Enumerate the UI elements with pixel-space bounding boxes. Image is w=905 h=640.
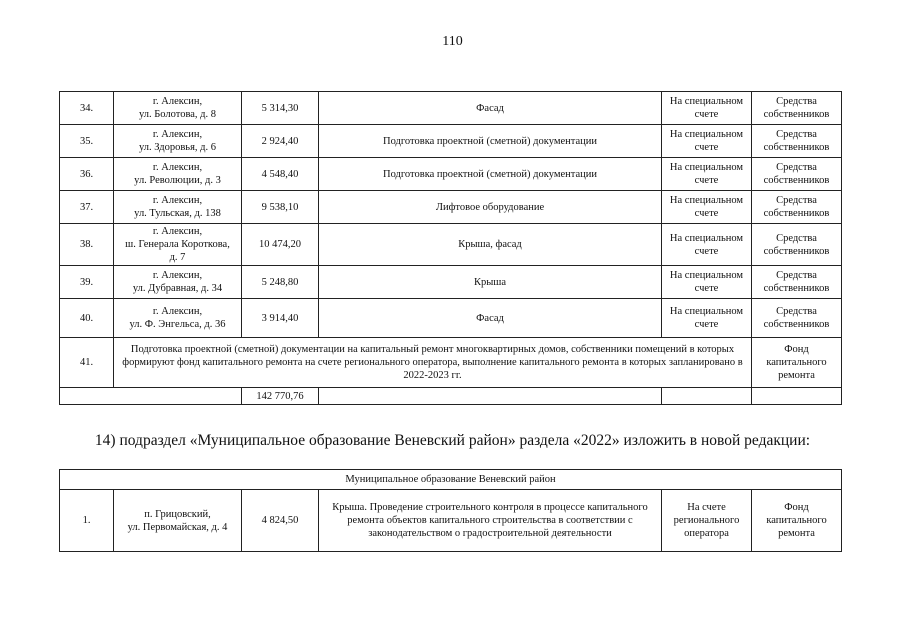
empty-cell [319, 388, 662, 405]
address-cell [114, 490, 242, 552]
work-cell: Подготовка проектной (сметной) документации [319, 158, 662, 191]
address-line: г. Алексин, [152, 226, 203, 237]
work-cell: Крыша. Проведение строительного контроля в процессе капитального ремонта объектов капитального строительства в соответствии с законодательством о градостроительной деятельности [319, 490, 662, 552]
empty-cell [752, 388, 842, 405]
table-row [60, 158, 842, 191]
table-row [60, 490, 842, 552]
amount-cell: 3 914,40 [242, 299, 319, 338]
address-line: г. Алексин, [152, 270, 203, 281]
account-cell: На счете регионального оператора [662, 490, 752, 552]
funds-cell: Средства собственников [752, 224, 842, 266]
amount-cell: 4 824,50 [242, 490, 319, 552]
address-cell [114, 158, 242, 191]
funds-cell: Фонд капитального ремонта [752, 338, 842, 388]
account-cell: На специальном счете [662, 299, 752, 338]
description-cell: Подготовка проектной (сметной) документации на капитальный ремонт многоквартирных домов, собственники помещений в которых формируют фонд капитального ремонта на счете регионального оператора, выполнение капитального ремонта в которых запланировано в 2022-2023 гг. [114, 338, 752, 388]
row-number: 37. [60, 191, 114, 224]
address-line: ул. Первомайская, д. 4 [127, 521, 228, 533]
empty-cell [662, 388, 752, 405]
work-cell: Фасад [319, 92, 662, 125]
funds-cell: Средства собственников [752, 266, 842, 299]
address-cell [114, 224, 242, 266]
empty-cell [60, 388, 242, 405]
funds-cell: Средства собственников [752, 158, 842, 191]
address-line: д. 7 [169, 252, 186, 263]
funds-cell: Средства собственников [752, 299, 842, 338]
table-row [60, 338, 842, 388]
address-line: ул. Болотова, д. 8 [138, 109, 217, 120]
municipality-title: Муниципальное образование Веневский район [60, 470, 842, 490]
address-line: г. Алексин, [152, 306, 203, 317]
row-number: 36. [60, 158, 114, 191]
address-line: г. Алексин, [152, 96, 203, 107]
table-row [60, 191, 842, 224]
page-number: 110 [442, 34, 463, 49]
address-line: г. Алексин, [152, 129, 203, 140]
account-cell: На специальном счете [662, 158, 752, 191]
address-line: ул. Дубравная, д. 34 [132, 283, 223, 294]
account-cell: На специальном счете [662, 224, 752, 266]
amount-cell: 4 548,40 [242, 158, 319, 191]
address-cell [114, 191, 242, 224]
amount-cell: 10 474,20 [242, 224, 319, 266]
work-cell: Крыша [319, 266, 662, 299]
repair-table [59, 91, 842, 405]
row-number: 41. [60, 338, 114, 388]
row-number: 1. [60, 490, 114, 552]
total-row [60, 388, 842, 405]
address-line: г. Алексин, [152, 162, 203, 173]
funds-cell: Средства собственников [752, 92, 842, 125]
address-cell [114, 125, 242, 158]
total-amount: 142 770,76 [242, 388, 319, 405]
row-number: 34. [60, 92, 114, 125]
work-cell: Фасад [319, 299, 662, 338]
work-cell: Крыша, фасад [319, 224, 662, 266]
row-number: 35. [60, 125, 114, 158]
amount-cell: 9 538,10 [242, 191, 319, 224]
amount-cell: 5 248,80 [242, 266, 319, 299]
funds-cell: Фонд капитального ремонта [752, 490, 842, 552]
row-number: 39. [60, 266, 114, 299]
address-cell [114, 92, 242, 125]
row-number: 38. [60, 224, 114, 266]
address-line: ш. Генерала Короткова, [125, 239, 230, 250]
table-row [60, 92, 842, 125]
funds-cell: Средства собственников [752, 191, 842, 224]
address-line: ул. Тульская, д. 138 [134, 208, 221, 219]
funds-cell: Средства собственников [752, 125, 842, 158]
table-row [60, 224, 842, 266]
table-row [60, 125, 842, 158]
address-line: ул. Ф. Энгельса, д. 36 [129, 319, 226, 330]
amount-cell: 2 924,40 [242, 125, 319, 158]
row-number: 40. [60, 299, 114, 338]
address-line: г. Алексин, [152, 195, 203, 206]
section-heading: 14) подраздел «Муниципальное образование Веневский район» раздела «2022» изложить в новой редакции: [94, 432, 811, 449]
venev-table [59, 469, 842, 552]
address-line: п. Грицовский, [144, 508, 211, 520]
work-cell: Лифтовое оборудование [319, 191, 662, 224]
table-row [60, 299, 842, 338]
address-cell [114, 266, 242, 299]
amount-cell: 5 314,30 [242, 92, 319, 125]
account-cell: На специальном счете [662, 191, 752, 224]
address-line: ул. Революции, д. 3 [134, 175, 221, 186]
address-cell [114, 299, 242, 338]
account-cell: На специальном счете [662, 266, 752, 299]
account-cell: На специальном счете [662, 125, 752, 158]
table-row [60, 266, 842, 299]
account-cell: На специальном счете [662, 92, 752, 125]
address-line: ул. Здоровья, д. 6 [138, 142, 217, 153]
work-cell: Подготовка проектной (сметной) документации [319, 125, 662, 158]
